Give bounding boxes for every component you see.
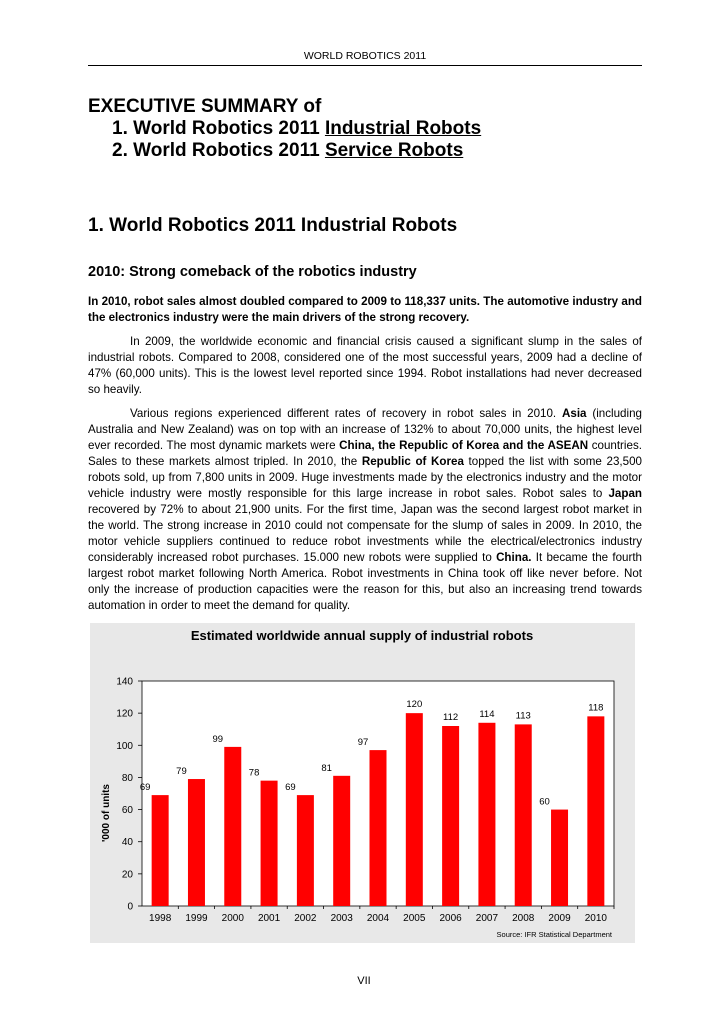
bar <box>333 776 350 906</box>
bar <box>370 750 387 906</box>
p2-bold-markets: China, the Republic of Korea and the ASEAN <box>339 439 589 452</box>
x-tick-label: 1998 <box>149 913 172 924</box>
summary-title-line: EXECUTIVE SUMMARY of <box>88 96 322 117</box>
running-header: WORLD ROBOTICS 2011 <box>88 50 642 66</box>
y-tick-label: 100 <box>116 740 133 752</box>
summary-title <box>88 96 481 162</box>
bar-data-label: 78 <box>248 767 260 779</box>
chart-source: Source: IFR Statistical Department <box>496 930 612 939</box>
bar <box>224 747 241 906</box>
bar-data-label: 69 <box>285 782 296 794</box>
bar <box>515 724 532 906</box>
plot-area <box>116 677 614 925</box>
y-tick-label: 140 <box>116 676 133 688</box>
bar-data-label: 112 <box>443 712 459 723</box>
bar <box>406 713 423 906</box>
bar-data-label: 120 <box>406 699 423 711</box>
p2-bold-china: China. <box>496 551 532 564</box>
bar-data-label: 97 <box>357 737 369 749</box>
bar <box>478 723 495 906</box>
summary-item-1-prefix: 1. World Robotics 2011 <box>112 118 325 139</box>
bar-data-label: 114 <box>479 708 495 720</box>
bar-data-label: 69 <box>139 782 151 794</box>
summary-item-2-underlined: Service Robots <box>324 140 464 161</box>
p2-text: recovered by 72% to about 21,900 units. For the first time, Japan was the second largest robot market in the world. The strong increase in 2010 could not compensate for the slump of sales in 2009. In 2010, the motor vehicle suppliers continued to reduce robot investments while the electrical/electronics industry considerably increased robot purchases. 15.000 new robots were supplied to <box>88 503 642 564</box>
supply-chart <box>90 623 635 943</box>
x-tick-label: 2003 <box>330 913 353 924</box>
x-tick-label: 2006 <box>439 913 462 924</box>
x-tick-label: 2002 <box>294 913 317 924</box>
subsection-heading: 2010: Strong comeback of the robotics industry <box>88 264 417 280</box>
bar-data-label: 60 <box>539 796 550 808</box>
summary-item-1 <box>88 118 481 140</box>
x-tick-label: 2008 <box>512 913 535 924</box>
summary-item-2-prefix: 2. World Robotics 2011 <box>112 140 325 161</box>
bar-data-label: 99 <box>212 733 224 745</box>
x-tick-label: 2009 <box>548 913 571 924</box>
lead-paragraph: In 2010, robot sales almost doubled compared to 2009 to 118,337 units. The automotive industry and the electronics industry were the main drivers of the strong recovery. <box>88 295 642 324</box>
page-number: VII <box>357 975 371 987</box>
bar <box>297 795 314 906</box>
paragraph-1: In 2009, the worldwide economic and financial crisis caused a significant slump in the sales of industrial robots. Compared to 2008, considered one of the most successful years, 2009 had a decline of 47% (60,000 units). This is the lowest level reported since 1994. Robot installations had never decreased so heavily. <box>88 335 642 396</box>
p2-text: (including Australia and New Zealand) was on top with an increase of 132% to about 70,000 units, the highest level ever recorded. The most dynamic markets were <box>88 407 642 452</box>
chart-title: Estimated worldwide annual supply of industrial robots <box>190 628 534 643</box>
bar <box>152 795 169 906</box>
p2-text: Various regions experienced different rates of recovery in robot sales in 2010. <box>130 407 562 420</box>
x-tick-label: 1999 <box>185 913 208 924</box>
bar-data-label: 79 <box>176 766 187 778</box>
x-tick-label: 2007 <box>475 913 499 924</box>
y-tick-label: 80 <box>121 772 133 784</box>
p2-bold-japan: Japan <box>608 487 642 500</box>
y-tick-label: 120 <box>116 708 133 720</box>
section-heading: 1. World Robotics 2011 Industrial Robots <box>88 215 458 236</box>
x-tick-label: 2004 <box>366 913 390 924</box>
bar <box>442 726 459 906</box>
y-tick-label: 20 <box>121 869 133 881</box>
x-tick-label: 2010 <box>584 913 607 924</box>
y-tick-label: 0 <box>127 901 133 913</box>
p2-text: countries. Sales to these markets almost tripled. In 2010, the <box>88 439 642 468</box>
x-tick-label: 2000 <box>221 913 244 924</box>
p2-text: It became the fourth largest robot market following North America. Robot investments in China took off like never before. Not only the increase of production capacities were the reason for this, but also an increasing trend towards automation in order to meet the demand for quality. <box>88 551 642 612</box>
body-text <box>88 294 642 622</box>
bar <box>188 779 205 906</box>
paragraph-2 <box>88 406 642 614</box>
y-tick-label: 40 <box>121 837 133 849</box>
summary-item-1-underlined: Industrial Robots <box>324 118 482 139</box>
bar-data-label: 81 <box>321 762 332 774</box>
bar-data-label: 113 <box>515 710 531 722</box>
bar <box>551 810 568 906</box>
y-axis-label: '000 of units <box>101 784 112 842</box>
chart-svg <box>90 623 635 943</box>
p2-bold-asia: Asia <box>562 407 587 420</box>
p2-text: topped the list with some 23,500 robots sold, up from 7,800 units in 2009. Huge investments made by the electronics industry and the motor vehicle industry were mostly responsible for this large increase in robot sales. Robot sales to <box>88 455 642 500</box>
bar <box>261 781 278 906</box>
bar <box>587 716 604 906</box>
x-tick-label: 2001 <box>257 913 281 924</box>
x-tick-label: 2005 <box>403 913 426 924</box>
summary-item-2 <box>88 140 481 162</box>
y-tick-label: 60 <box>121 805 133 817</box>
bar-data-label: 118 <box>588 702 604 714</box>
p2-bold-korea: Republic of Korea <box>361 455 464 468</box>
